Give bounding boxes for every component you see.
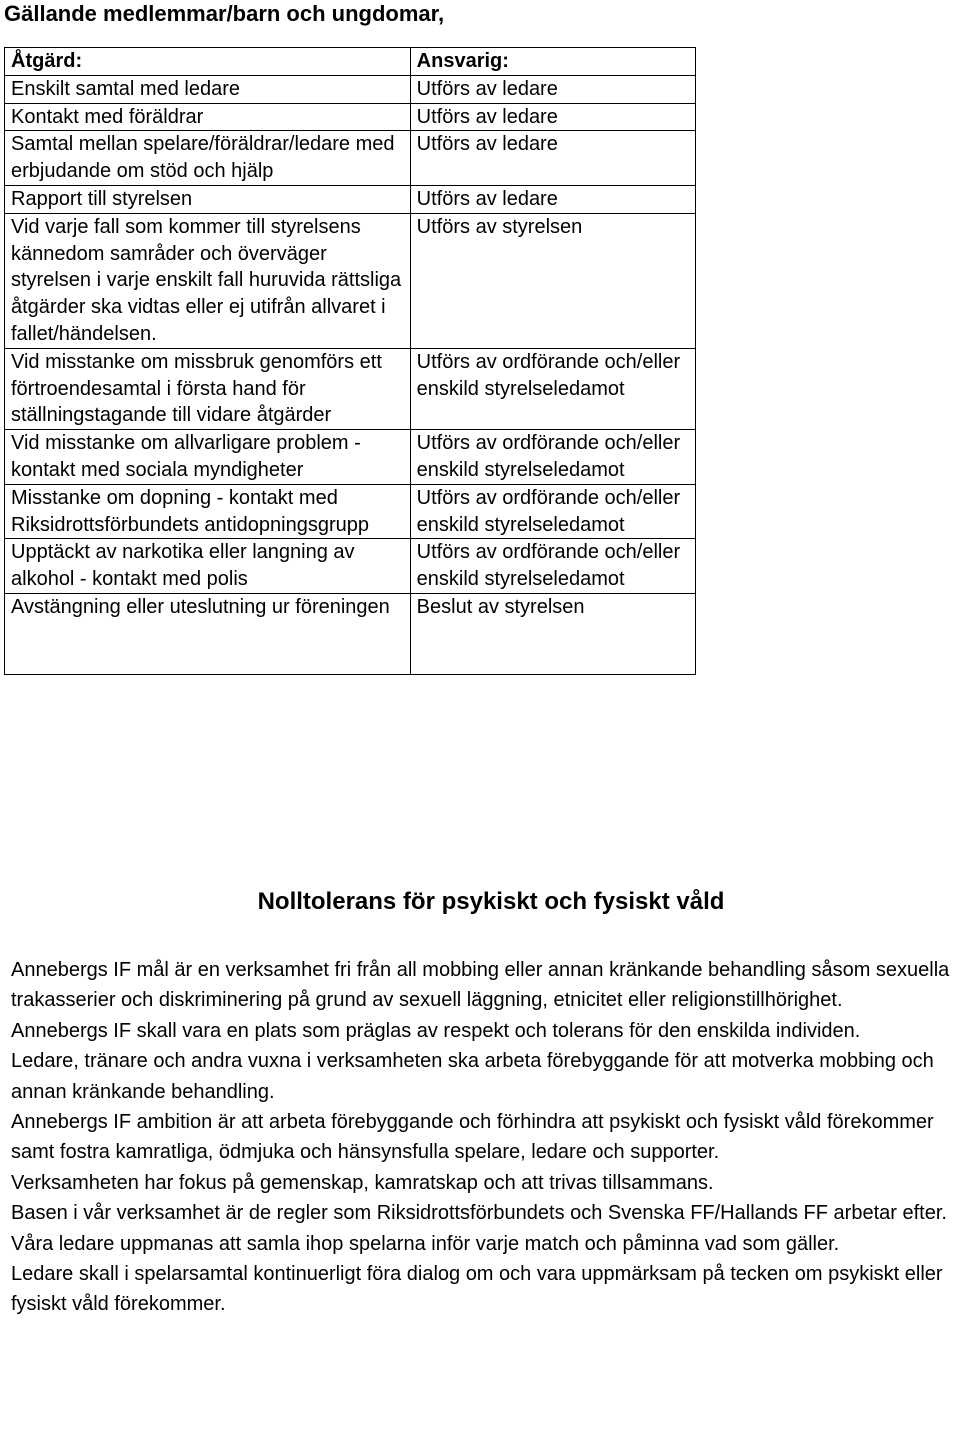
table-row: [5, 185, 696, 213]
action-cell: Vid varje fall som kommer till styrelsens kännedom samråder och överväger styrelsen i varje enskilt fall huruvida rättsliga åtgärder ska vidtas eller ej utifrån allvaret i fallet/händelsen.: [5, 213, 411, 348]
table-header-row: [5, 48, 696, 76]
responsible-cell: Utförs av ledare: [410, 185, 695, 213]
table-row: [5, 484, 696, 539]
table-row: [5, 131, 696, 186]
responsible-cell: Utförs av ledare: [410, 75, 695, 103]
table-row: [5, 539, 696, 594]
paragraph: Ledare, tränare och andra vuxna i verksamheten ska arbeta förebyggande för att motverka mobbing och annan kränkande behandling.: [11, 1050, 934, 1103]
action-cell: Vid misstanke om missbruk genomförs ett förtroendesamtal i första hand för ställningstagande till vidare åtgärder: [5, 348, 411, 429]
paragraph: Våra ledare uppmanas att samla ihop spelarna inför varje match och påminna vad som gäller.: [11, 1232, 840, 1255]
action-cell: Kontakt med föräldrar: [5, 103, 411, 131]
responsible-cell: Utförs av ordförande och/eller enskild styrelseledamot: [410, 539, 695, 594]
table-row: [5, 430, 696, 485]
table-row: [5, 213, 696, 348]
action-cell: Misstanke om dopning - kontakt med Riksidrottsförbundets antidopningsgrupp: [5, 484, 411, 539]
responsible-cell: Utförs av ordförande och/eller enskild styrelseledamot: [410, 430, 695, 485]
paragraph: Annebergs IF ambition är att arbeta förebyggande och förhindra att psykiskt och fysiskt våld förekommer samt fostra kamratliga, ödmjuka och hänsynsfulla spelare, ledare och supporter.: [11, 1111, 934, 1164]
section-title: Nolltolerans för psykiskt och fysiskt våld: [257, 888, 725, 915]
responsible-cell: Utförs av styrelsen: [410, 213, 695, 348]
page-heading: Gällande medlemmar/barn och ungdomar,: [4, 1, 445, 26]
responsible-cell: Utförs av ordförande och/eller enskild styrelseledamot: [410, 348, 695, 429]
action-cell: Samtal mellan spelare/föräldrar/ledare med erbjudande om stöd och hjälp: [5, 131, 411, 186]
header-responsible: Ansvarig:: [410, 48, 695, 76]
header-action: Åtgärd:: [5, 48, 411, 76]
responsible-cell: Utförs av ledare: [410, 103, 695, 131]
responsible-cell: Utförs av ordförande och/eller enskild styrelseledamot: [410, 484, 695, 539]
paragraph: Annebergs IF skall vara en plats som präglas av respekt och tolerans för den enskilda individen.: [11, 1019, 861, 1042]
responsible-cell: Utförs av ledare: [410, 131, 695, 186]
paragraph: Verksamheten har fokus på gemenskap, kamratskap och att trivas tillsammans.: [11, 1171, 714, 1194]
responsible-cell: Beslut av styrelsen: [410, 593, 695, 674]
table-row: [5, 348, 696, 429]
table-row: [5, 75, 696, 103]
table-row: [5, 593, 696, 674]
paragraph: Ledare skall i spelarsamtal kontinuerligt föra dialog om och vara uppmärksam på tecken om psykiskt eller fysiskt våld förekommer.: [11, 1263, 943, 1316]
paragraph: Annebergs IF mål är en verksamhet fri från all mobbing eller annan kränkande behandling såsom sexuella trakasserier och diskriminering på grund av sexuell läggning, etnicitet eller religionstillhörighet.: [11, 959, 950, 1012]
action-cell: Upptäckt av narkotika eller langning av alkohol - kontakt med polis: [5, 539, 411, 594]
action-cell: Avstängning eller uteslutning ur föreningen: [5, 593, 411, 674]
action-cell: Rapport till styrelsen: [5, 185, 411, 213]
table-row: [5, 103, 696, 131]
actions-table: [4, 47, 696, 675]
action-cell: Enskilt samtal med ledare: [5, 75, 411, 103]
action-cell: Vid misstanke om allvarligare problem - kontakt med sociala myndigheter: [5, 430, 411, 485]
paragraph: Basen i vår verksamhet är de regler som Riksidrottsförbundets och Svenska FF/Hallands FF arbetar efter.: [11, 1202, 947, 1225]
section-body: [11, 955, 960, 1320]
